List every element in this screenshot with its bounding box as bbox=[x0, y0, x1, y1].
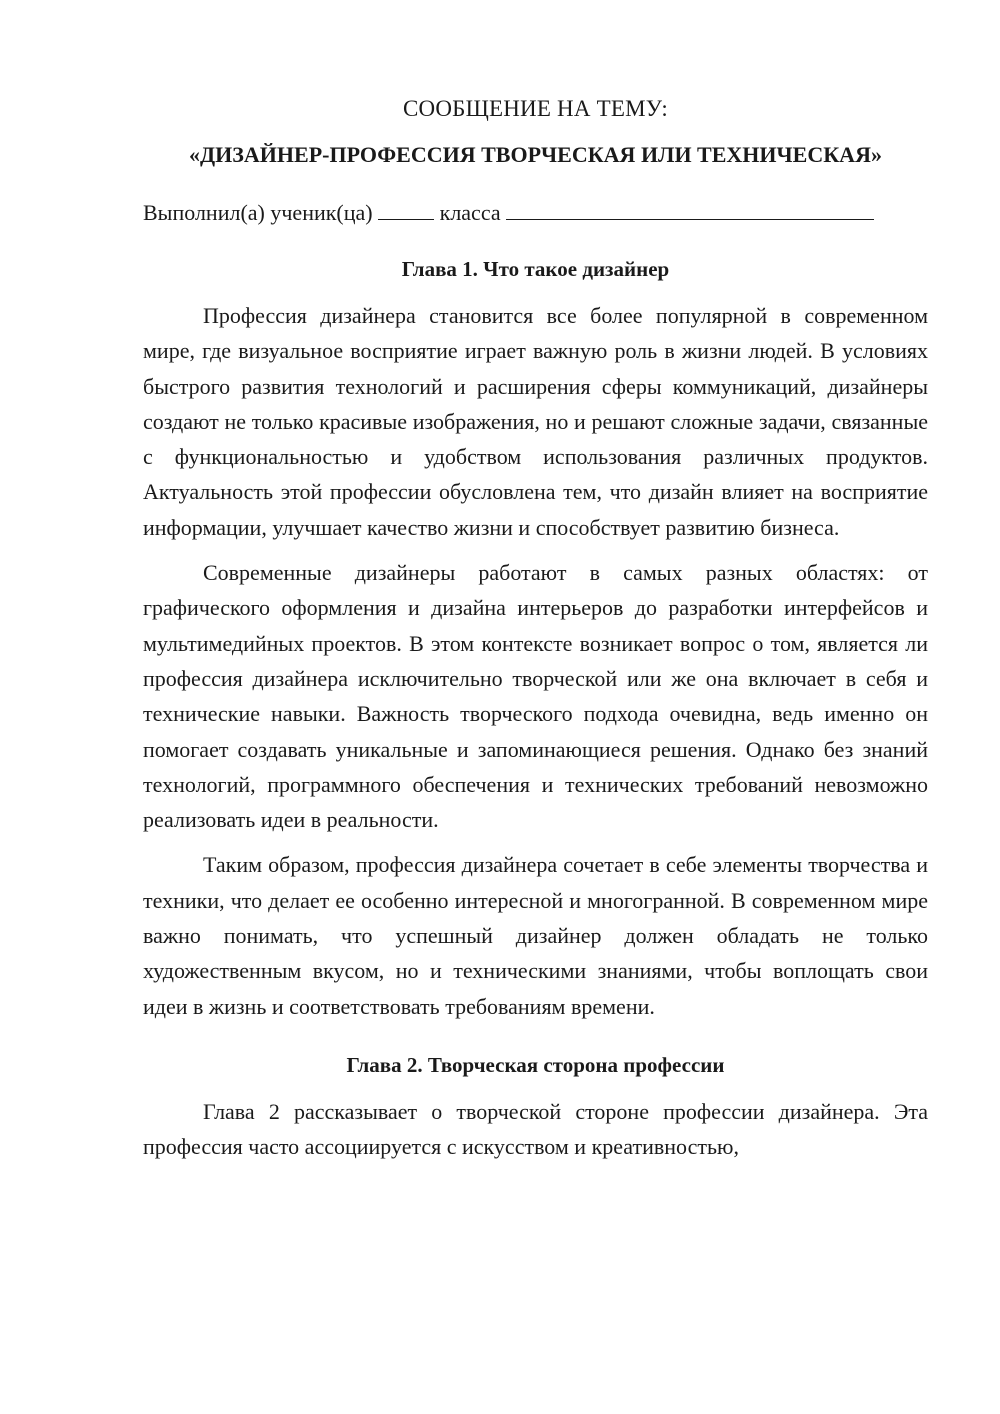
class-number-blank[interactable] bbox=[378, 199, 434, 220]
author-class-word: класса bbox=[439, 200, 501, 225]
chapter2-paragraph-1: Глава 2 рассказывает о творческой стороне профессии дизайнера. Эта профессия часто ассоциируется с искусством и креативностью, bbox=[143, 1098, 928, 1160]
chapter1-heading: Глава 1. Что такое дизайнер bbox=[401, 257, 670, 281]
document-title-line1: СООБЩЕНИЕ НА ТЕМУ: bbox=[403, 96, 668, 121]
student-name-blank[interactable] bbox=[506, 199, 874, 220]
chapter2-heading: Глава 2. Творческая сторона профессии bbox=[346, 1052, 725, 1077]
author-prefix: Выполнил(а) ученик(ца) bbox=[143, 200, 373, 225]
document-page bbox=[143, 92, 928, 1165]
chapter1-paragraph-3: Таким образом, профессия дизайнера сочетает в себе элементы творчества и техники, что делает ее особенно интересной и многогранной. В современном мире важно понимать, что успешный дизайнер должен обладать не только художественным вкусом, но и техническими знаниями, чтобы воплощать свои идеи в жизнь и соответствовать требованиям времени. bbox=[143, 852, 928, 1019]
document-title-line2: «ДИЗАЙНЕР-ПРОФЕССИЯ ТВОРЧЕСКАЯ ИЛИ ТЕХНИЧЕСКАЯ» bbox=[189, 142, 882, 167]
chapter1-paragraph-2: Современные дизайнеры работают в самых разных областях: от графического оформления и дизайна интерьеров до разработки интерфейсов и мультимедийных проектов. В этом контексте возникает вопрос о том, является ли профессия дизайнера исключительно творческой или же она включает в себя и технические навыки. Важность творческого подхода очевидна, ведь именно он помогает создавать уникальные и запоминающиеся решения. Однако без знаний технологий, программного обеспечения и технических требований невозможно реализовать идеи в реальности. bbox=[143, 560, 928, 833]
chapter1-paragraph-1: Профессия дизайнера становится все более популярной в современном мире, где визуальное восприятие играет важную роль в жизни людей. В условиях быстрого развития технологий и расширения сферы коммуникаций, дизайнеры создают не только красивые изображения, но и решают сложные задачи, связанные с функциональностью и удобством использования различных продуктов. Актуальность этой профессии обусловлена тем, что дизайн влияет на восприятие информации, улучшает качество жизни и способствует развитию бизнеса. bbox=[143, 303, 928, 540]
author-line bbox=[143, 196, 928, 230]
